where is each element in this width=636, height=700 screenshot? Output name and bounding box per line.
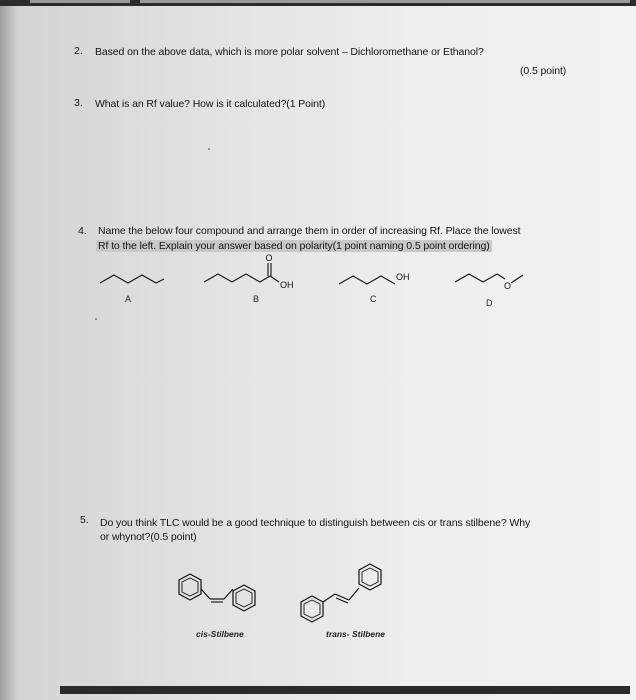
compound-a-structure (98, 268, 168, 288)
page-speck (208, 148, 210, 150)
q5-line2: or whynot?(0.5 point) (100, 531, 197, 543)
q5-line1: Do you think TLC would be a good technique to distinguish between cis or trans stilbene? Why (100, 517, 531, 529)
cis-stilbene-label: cis-Stilbene (196, 629, 244, 639)
compound-d-oxygen: O (504, 281, 512, 291)
trans-stilbene-structure (295, 560, 395, 625)
q2-points: (0.5 point) (520, 65, 567, 77)
q2-number: 2. (74, 45, 83, 57)
q3-number: 3. (74, 97, 83, 109)
compound-c-structure (335, 266, 425, 290)
top-border-fragment (30, 0, 130, 3)
q2-text: Based on the above data, which is more polar solvent – Dichloromethane or Ethanol? (95, 46, 484, 58)
compound-a-label: A (125, 294, 132, 304)
compound-c-label: C (370, 294, 377, 304)
compound-b-oxygen: O (265, 253, 273, 263)
compound-b-label: B (253, 294, 260, 304)
page-shadow (0, 0, 18, 700)
q4-line2: Rf to the left. Explain your answer based on polarity(1 point naming 0.5 point ordering) (98, 240, 490, 252)
top-border (0, 0, 636, 6)
q4-number: 4. (78, 225, 87, 237)
q5-number: 5. (80, 514, 89, 526)
page-speck (95, 318, 97, 320)
compound-b-structure (200, 252, 300, 292)
compound-d-structure (453, 268, 533, 298)
bottom-border (60, 686, 630, 694)
top-border-fragment (140, 0, 630, 3)
q4-line1: Name the below four compound and arrange them in order of increasing Rf. Place the lowest (98, 225, 521, 237)
compound-d-label: D (486, 298, 493, 308)
cis-stilbene-structure (160, 565, 270, 625)
compound-c-hydroxyl: OH (396, 272, 410, 282)
trans-stilbene-label: trans- Stilbene (326, 629, 386, 639)
q3-text: What is an Rf value? How is it calculated?(1 Point) (95, 98, 326, 110)
compound-b-hydroxyl: OH (280, 280, 294, 290)
